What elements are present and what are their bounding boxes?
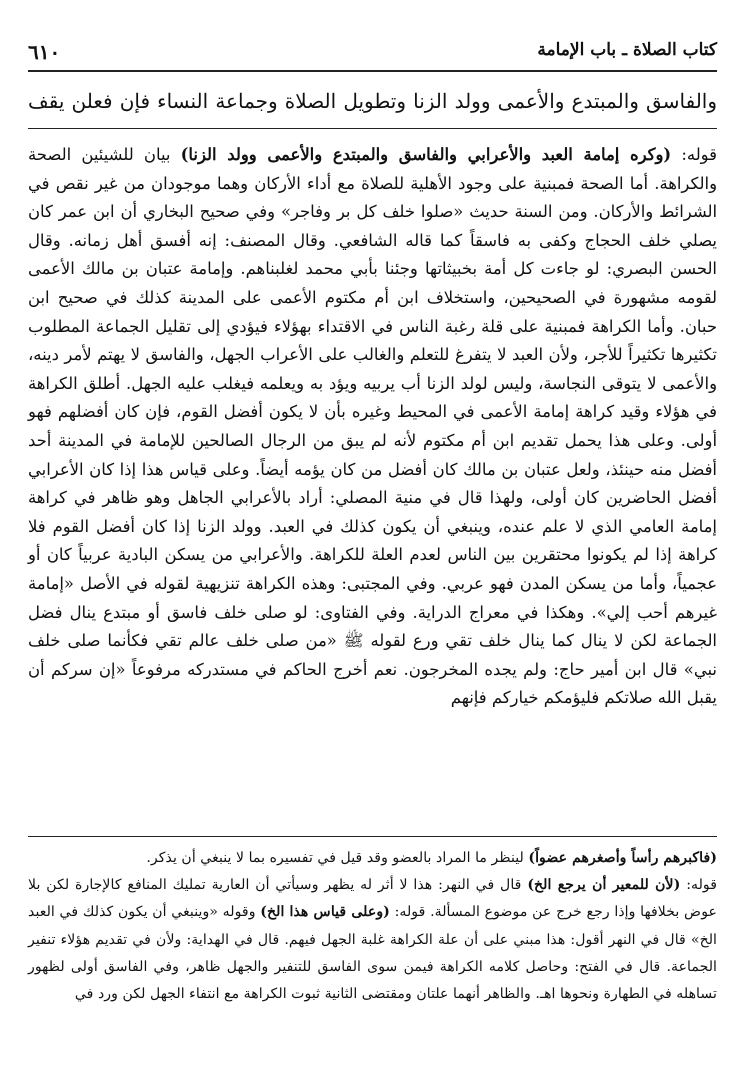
- footnote-2: [28, 872, 717, 1008]
- footnote-1-text: لينظر ما المراد بالعضو وقد قيل في تفسيره بما لا ينبغي أن يذكر.: [146, 850, 529, 866]
- page-number: ٦١٠: [28, 40, 61, 64]
- commentary-body: بيان للشيئين الصحة والكراهة. أما الصحة فمبنية على وجود الأهلية للصلاة مع أداء الأركان وهما موجودان من غير نقص في الشرائط والأركان. ومن السنة حديث «صلوا خلف كل بر وفاجر» وفي صحيح البخاري أن ابن عمر كان يصلي خلف الحجاج وكفى به فاسقاً كما قاله الشافعي. وقال المصنف: إنه أفسق أهل زمانه. وقال الحسن البصري: لو جاءت كل أمة بخبيثاتها وجئنا بأبي محمد لغلبناهم. وإمامة عتبان بن مالك الأعمى لقومه مشهورة في الصحيحين، واستخلاف ابن أم مكتوم الأعمى على المدينة كذلك في صحيح ابن حبان. وأما الكراهة فمبنية على قلة رغبة الناس في الاقتداء بهؤلاء فيؤدي إلى تقليل الجماعة المطلوب تكثيرها تكثيراً للأجر، ولأن العبد لا يتفرغ للتعلم والغالب على الأعراب الجهل، والفاسق لا يهتم لأمر دينه، والأعمى لا يتوقى النجاسة، وليس لولد الزنا أب يربيه ويؤد به ويعلمه فيغلب عليه الجهل. أطلق الكراهة في هؤلاء وقيد كراهة إمامة الأعمى في المحيط وغيره بأن لا يكون أفضل القوم، فإن كان أفضلهم فهو أولى. وعلى هذا يحمل تقديم ابن أم مكتوم لأنه لم يبق من الرجال الصالحين للإمامة في المدينة أحد أفضل منه حينئذ، ولعل عتبان بن مالك كان أفضل من كان يؤمه أيضاً. وعلى قياس هذا إذا كان الأعرابي أفضل الحاضرين كان أولى، ولهذا قال في منية المصلي: أراد بالأعرابي الجاهل وهو ظاهر في كراهة إمامة العامي الذي لا علم عنده، وينبغي أن يكون كذلك في العبد. وولد الزنا إذا كان أفضل القوم فلا كراهة إذا لم يكونوا محتقرين بين الناس لعدم العلة للكراهة. والأعرابي من يسكن البادية عربياً كان أو عجمياً، وأما من يسكن المدن فهو عربي. وفي المجتبى: وهذه الكراهة تنزيهية لقوله في الأصل «إمامة غيرهم أحب إلي». وهكذا في معراج الدراية. وفي الفتاوى: لو صلى خلف فاسق أو مبتدع ينال فضل الجماعة لكن لا ينال كما ينال خلف تقي ورع لقوله ﷺ «من صلى خلف عالم تقي فكأنما صلى خلف نبي» قال ابن أمير حاج: ولم يجده المخرجون. نعم أخرج الحاكم في مستدركه مرفوعاً «إن سركم أن يقبل الله صلاتكم فليؤمكم خياركم فإنهم: [28, 145, 717, 708]
- footnote-2-text-2: وقوله «وينبغي أن يكون كذلك في العبد الخ» قال في النهر أقول: هذا مبني على أن علة الكراهة غلبة الجهل فيهم. قال في الهداية: ولأن في تقديم هؤلاء تنفير الجماعة. قال في الفتح: وحاصل كلامه الكراهة فيمن سوى الفاسق للتنفير والجهل ظاهر، وفي الفاسق أولى لظهور تساهله في الطهارة ونحوها اهـ. والظاهر أنهما علتان ومقتضى الثانية ثبوت الكراهة مع انتفاء الجهل لكن ورد في: [28, 904, 717, 1003]
- matn-rule: [28, 128, 717, 129]
- footnote-2-text: قال في النهر: هذا لا أثر له يظهر وسيأتي أن العارية تمليك المنافع كالإجارة لكن بلا عوض بخلافها وإذا رجع خرج عن موضوع المسألة. قوله:: [28, 877, 717, 921]
- matn-text: والفاسق والمبتدع والأعمى وولد الزنا وتطويل الصلاة وجماعة النساء فإن فعلن يقف: [28, 89, 717, 113]
- commentary-quote: (وكره إمامة العبد والأعرابي والفاسق والمبتدع والأعمى وولد الزنا): [180, 145, 672, 164]
- footnote-2-intro: قوله:: [680, 877, 718, 894]
- footnote-1: [28, 845, 717, 872]
- footnote-2-quote: (لأن للمعير أن يرجع الخ): [527, 877, 681, 894]
- footnote-1-quote: (فاكبرهم رأساً وأصغرهم عضواً): [528, 850, 717, 866]
- footnote-rule: [28, 836, 717, 837]
- footnote-2-quote-2: (وعلى قياس هذا الخ): [260, 904, 390, 921]
- footnotes: [28, 845, 717, 1008]
- commentary-paragraph: [28, 141, 717, 713]
- page-header: [28, 34, 717, 68]
- header-rule: [28, 70, 717, 72]
- commentary-intro: قوله:: [671, 145, 717, 164]
- running-title: كتاب الصلاة ـ باب الإمامة: [537, 40, 717, 60]
- commentary-text: [28, 141, 717, 713]
